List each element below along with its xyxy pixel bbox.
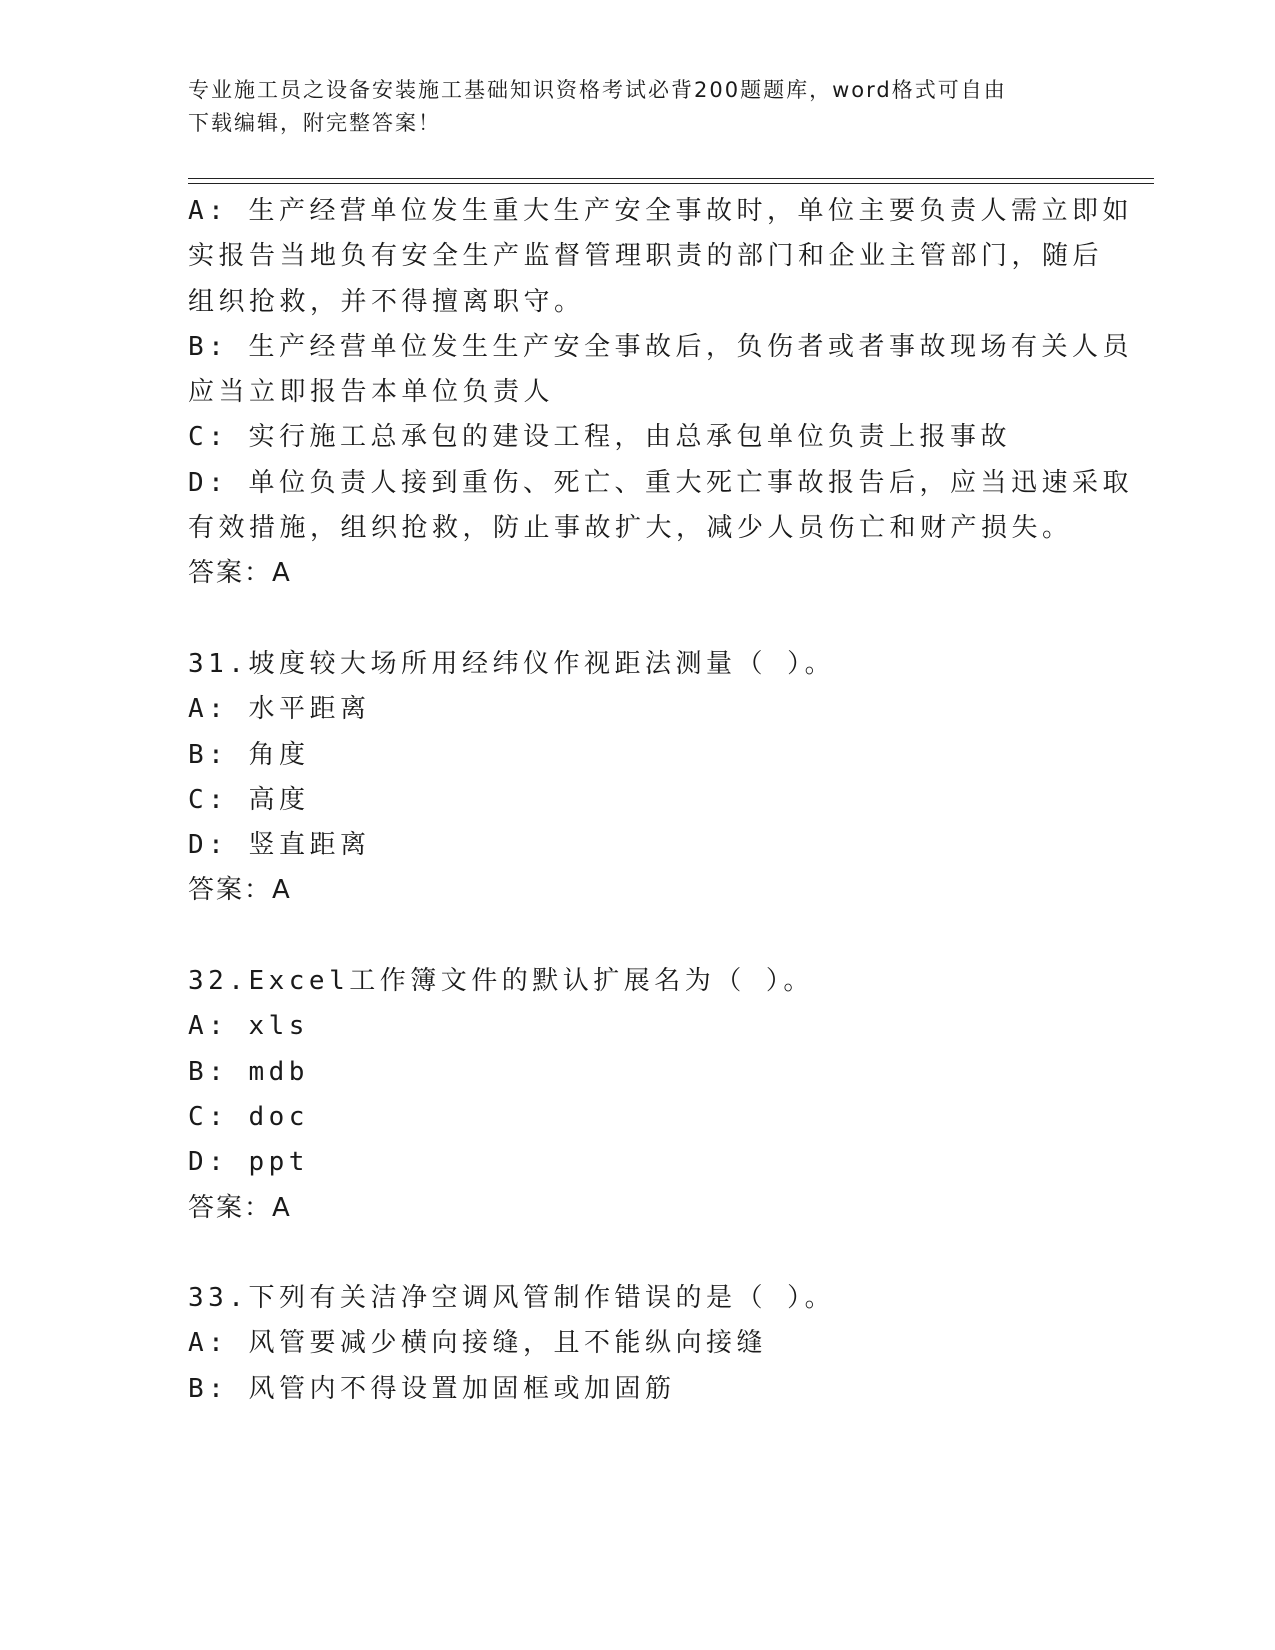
document-body xyxy=(188,189,1133,1412)
question-30-continued xyxy=(188,189,1133,597)
answer-line: 答案：A xyxy=(188,1192,292,1223)
option-c-line: C: 实行施工总承包的建设工程，由总承包单位负责上报事故 xyxy=(188,422,1011,453)
spacer xyxy=(188,597,1088,642)
option-a-line: A: 生产经营单位发生重大生产安全事故时，单位主要负责人需立即如 xyxy=(188,196,1133,226)
option-b: B: mdb xyxy=(188,1056,309,1087)
option-c: C: doc xyxy=(188,1101,309,1132)
option-a: A: 风管要减少横向接缝，且不能纵向接缝 xyxy=(188,1328,767,1359)
spacer xyxy=(188,914,1088,959)
question-33 xyxy=(188,1276,1088,1412)
option-d-line: D: 单位负责人接到重伤、死亡、重大死亡事故报告后，应当迅速采取 xyxy=(188,467,1133,498)
question-stem: 32.Excel工作簿文件的默认扩展名为（ ）。 xyxy=(188,966,814,997)
option-a: A: xls xyxy=(188,1011,309,1042)
option-d: D: ppt xyxy=(188,1147,309,1178)
question-stem: 33.下列有关洁净空调风管制作错误的是（ ）。 xyxy=(188,1283,836,1314)
header-rule-bottom xyxy=(188,183,1154,184)
header-rule-top xyxy=(188,178,1154,179)
spacer xyxy=(188,1231,1088,1276)
question-32 xyxy=(188,959,1088,1231)
answer-line: 答案：A xyxy=(188,875,292,906)
document-header xyxy=(188,74,1088,140)
option-d: D: 竖直距离 xyxy=(188,830,371,861)
answer-line: 答案：A xyxy=(188,558,292,589)
option-b-line: 应当立即报告本单位负责人 xyxy=(188,377,555,408)
option-b: B: 角度 xyxy=(188,739,310,770)
header-line-1: 专业施工员之设备安装施工基础知识资格考试必背200题题库，word格式可自由 xyxy=(188,78,1007,102)
question-stem: 31.坡度较大场所用经纬仪作视距法测量（ ）。 xyxy=(188,648,836,679)
option-a-line: 组织抢救，并不得擅离职守。 xyxy=(188,286,585,317)
option-a-line: 实报告当地负有安全生产监督管理职责的部门和企业主管部门，随后 xyxy=(188,241,1104,272)
option-d-line: 有效措施，组织抢救，防止事故扩大，减少人员伤亡和财产损失。 xyxy=(188,513,1073,544)
option-b: B: 风管内不得设置加固框或加固筋 xyxy=(188,1373,676,1404)
header-line-2: 下载编辑，附完整答案！ xyxy=(188,111,441,135)
option-b-line: B: 生产经营单位发生生产安全事故后，负伤者或者事故现场有关人员 xyxy=(188,331,1133,362)
option-a: A: 水平距离 xyxy=(188,694,371,725)
question-31 xyxy=(188,642,1088,914)
option-c: C: 高度 xyxy=(188,784,310,815)
